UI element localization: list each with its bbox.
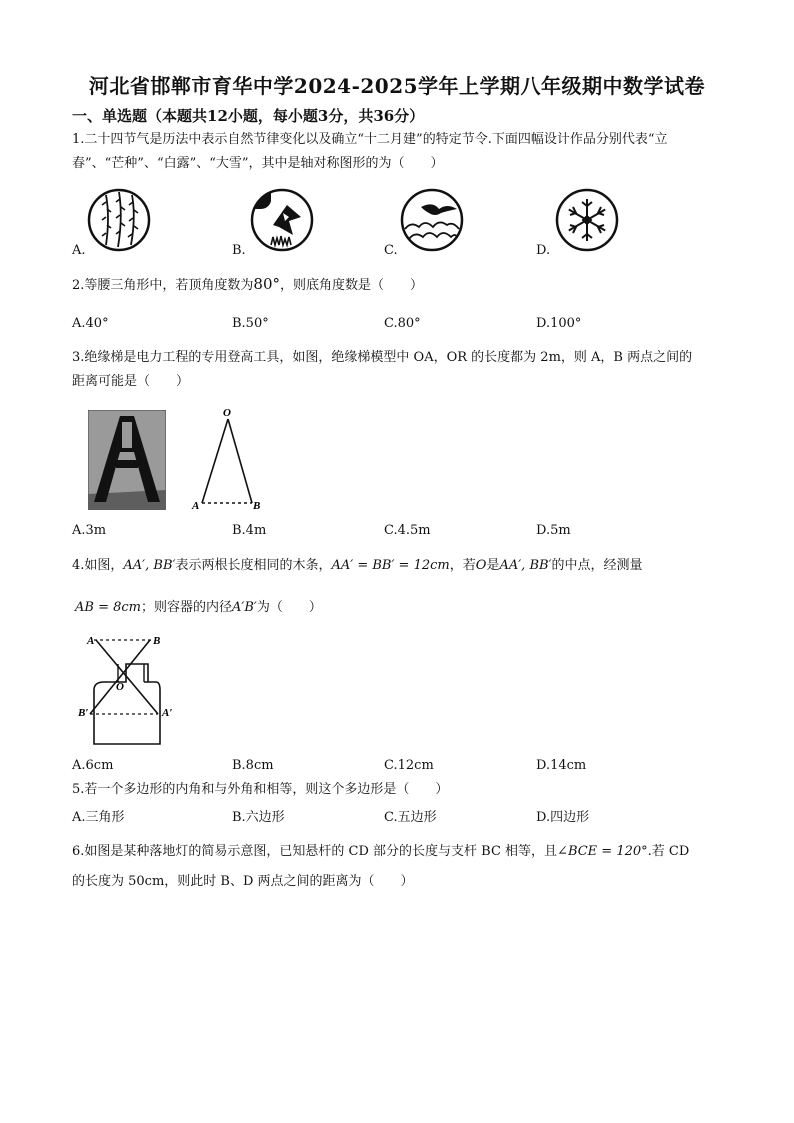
question-4-line-2-post: 为（ ） — [256, 600, 322, 615]
question-1-option-c[interactable]: C. — [384, 243, 398, 258]
question-1-option-b[interactable]: B. — [232, 243, 246, 258]
sun-and-crops-icon — [249, 187, 315, 253]
bird-over-clouds-icon — [399, 187, 465, 253]
question-4-option-d[interactable]: D.14cm — [536, 758, 587, 773]
ladder-label-o: O — [223, 407, 231, 419]
question-6-angle: ∠BCE = 120° — [557, 844, 648, 859]
question-4-line-1-mid: 表示两根长度相同的木条， — [175, 558, 332, 573]
question-4-math-3: AA′, BB′ — [499, 558, 552, 573]
page-title: 河北省邯郸市育华中学2024-2025学年上学期八年级期中数学试卷 — [88, 74, 706, 98]
question-6-line-1 — [72, 842, 689, 862]
question-4-line-2-mid: ；则容器的内径 — [140, 600, 232, 615]
container-diagram — [78, 630, 178, 750]
question-2-option-c[interactable]: C.80° — [384, 316, 421, 331]
question-4-option-c[interactable]: C.12cm — [384, 758, 434, 773]
question-3-option-c[interactable]: C.4.5m — [384, 523, 431, 538]
question-5-text: 5.若一个多边形的内角和与外角和相等，则这个多边形是（ ） — [72, 782, 449, 797]
question-2-option-d[interactable]: D.100° — [536, 316, 582, 331]
container-label-a-prime: A′ — [162, 707, 173, 719]
question-3-option-b[interactable]: B.4m — [232, 523, 267, 538]
container-label-o: O — [116, 681, 124, 693]
question-1-line-1: 1.二十四节气是历法中表示自然节律变化以及确立“十二月建”的特定节令.下面四幅设计作品分别代表“立 — [72, 132, 668, 147]
question-4-math-apbp: A′B′ — [232, 600, 257, 615]
question-4-line-1-post: 的中点，经测量 — [551, 558, 643, 573]
ladder-label-b: B — [253, 500, 261, 512]
question-6-line-1-post: .若 CD — [647, 844, 690, 859]
container-label-b-prime: B′ — [78, 707, 89, 719]
question-2-option-b[interactable]: B.50° — [232, 316, 269, 331]
question-2-option-a[interactable]: A.40° — [72, 316, 109, 331]
question-6-line-1-pre: 6.如图是某种落地灯的简易示意图，已知悬杆的 CD 部分的长度与支杆 BC 相等，且 — [72, 844, 558, 859]
question-4-option-b[interactable]: B.8cm — [232, 758, 274, 773]
question-2-text — [72, 274, 423, 296]
question-4-line-1-mid2: ，若 — [449, 558, 476, 573]
container-label-b: B — [153, 635, 161, 647]
question-3-option-d[interactable]: D.5m — [536, 523, 571, 538]
question-1-line-2: 春”、“芒种”、“白露”、“大雪”，其中是轴对称图形的为（ ） — [72, 156, 444, 171]
question-4-math-2: AA′ = BB′ = 12cm — [331, 558, 450, 573]
question-4-line-1-mid3: 是 — [486, 558, 500, 573]
question-5-option-a[interactable]: A.三角形 — [72, 810, 125, 825]
question-3-line-2: 距离可能是（ ） — [72, 374, 190, 389]
question-1-option-d[interactable]: D. — [536, 243, 551, 258]
question-4-math-ab: AB = 8cm — [75, 600, 141, 615]
section-heading-single-choice: 一、单选题（本题共12小题，每小题3分，共36分） — [72, 107, 425, 125]
question-4-line-2 — [75, 598, 322, 618]
question-4-line-1 — [72, 556, 643, 576]
ladder-label-a: A — [192, 500, 200, 512]
container-label-a: A — [87, 635, 95, 647]
question-6-line-2: 的长度为 50cm，则此时 B、D 两点之间的距离为（ ） — [72, 874, 414, 889]
question-2-text-post: ，则底角度数是（ ） — [280, 278, 424, 293]
question-5-option-c[interactable]: C.五边形 — [384, 810, 437, 825]
ladder-photo-icon — [88, 410, 166, 510]
question-1-option-a[interactable]: A. — [72, 243, 86, 258]
question-4-line-1-pre: 4.如图， — [72, 558, 124, 573]
question-3-line-1: 3.绝缘梯是电力工程的专用登高工具，如图，绝缘梯模型中 OA，OR 的长度都为 2m，则 A，B 两点之间的 — [72, 350, 693, 365]
snowflake-icon — [554, 187, 620, 253]
question-4-point-o: O — [475, 558, 487, 573]
question-5-option-b[interactable]: B.六边形 — [232, 810, 285, 825]
question-4-option-a[interactable]: A.6cm — [72, 758, 114, 773]
willow-branches-icon — [86, 187, 152, 253]
question-2-angle: 80° — [253, 275, 280, 293]
ladder-triangle-diagram — [188, 405, 268, 515]
question-5-option-d[interactable]: D.四边形 — [536, 810, 590, 825]
question-4-math-1: AA′, BB′ — [123, 558, 176, 573]
question-2-text-pre: 2.等腰三角形中，若顶角度数为 — [72, 278, 254, 293]
question-3-option-a[interactable]: A.3m — [72, 523, 107, 538]
